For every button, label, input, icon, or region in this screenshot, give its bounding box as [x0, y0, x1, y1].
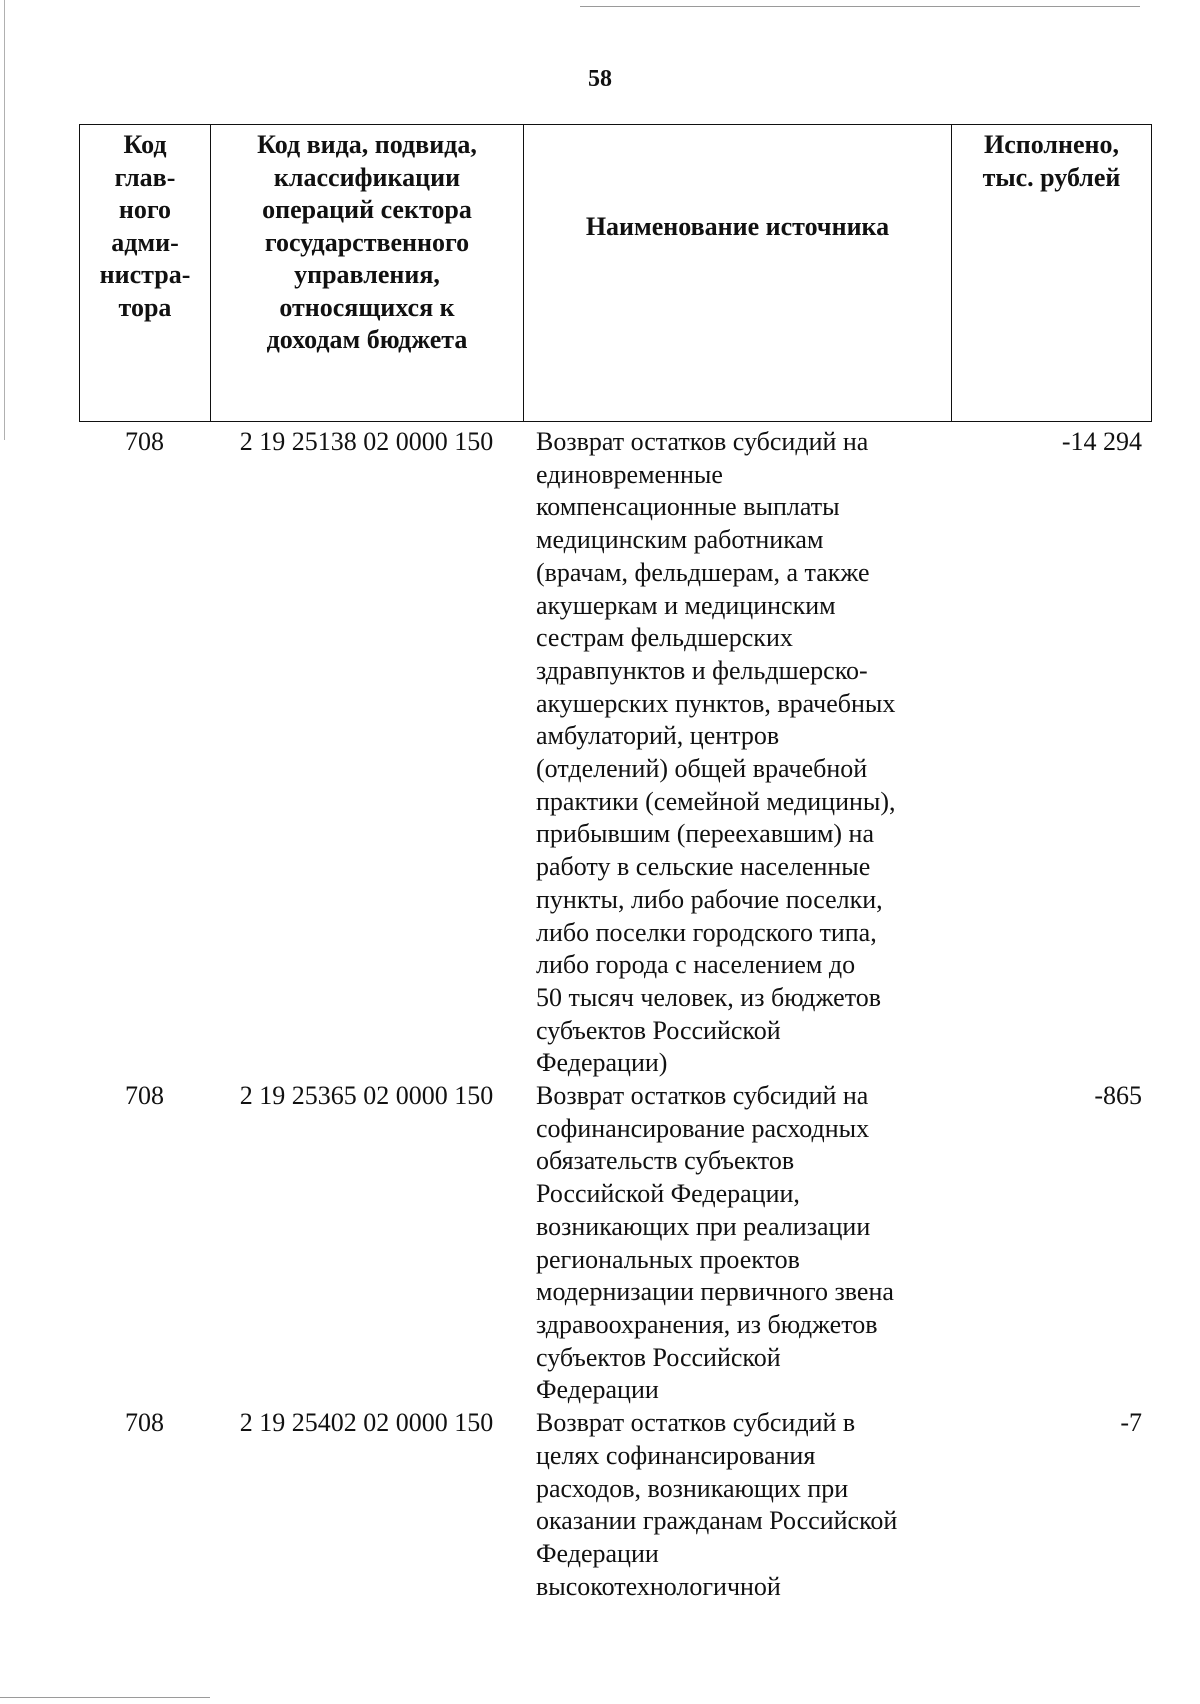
cell-admin-code: 708 [125, 427, 164, 456]
scan-artifact-bottom [0, 1697, 210, 1698]
table-row [79, 1407, 1152, 1603]
header-classification-code: Код вида, подвида, классификации операций сектора государственного управления, относящихся к доходам бюджета [211, 125, 524, 421]
cell-amount: -14 294 [1061, 427, 1142, 456]
cell-admin-code: 708 [125, 1081, 164, 1111]
table-header [79, 124, 1152, 422]
cell-source-name: Возврат остатков субсидий в целях софинансирования расходов, возникающих при оказании гражданам Российской Федерации высокотехнологичной [536, 1408, 898, 1601]
header-source-name [524, 125, 952, 421]
cell-admin-code: 708 [125, 1408, 164, 1438]
page-number: 58 [588, 66, 612, 92]
cell-classification-code: 2 19 25365 02 0000 150 [239, 1081, 494, 1111]
table-row [79, 426, 1152, 1080]
cell-source-name: Возврат остатков субсидий на единовременные компенсационные выплаты медицинским работникам (врачам, фельдшерам, а также акушеркам и медицинским сестрам фельдшерских здравпунктов и фельдшерско- акушерских пунктов, врачебных амбулаторий, центров (отделений) общей врачебной практики (семейной медицины), прибывшим (переехавшим) на работу в сельские населенные пункты, либо рабочие поселки, либо поселки городского типа, либо города с населением до 50 тысяч человек, из бюджетов субъектов Российской Федерации) [536, 427, 896, 1078]
scan-artifact-top [580, 6, 1140, 7]
cell-amount: -7 [1120, 1408, 1142, 1438]
header-admin-code: Код глав- ного адми- нистра- тора [80, 125, 211, 421]
table-row [79, 1080, 1152, 1407]
cell-source-name: Возврат остатков субсидий на софинансирование расходных обязательств субъектов Российской Федерации, возникающих при реализации региональных проектов модернизации первичного звена здравоохранения, из бюджетов субъектов Российской Федерации [536, 1081, 894, 1405]
header-amount: Исполнено, тыс. рублей [982, 130, 1121, 192]
cell-classification-code: 2 19 25402 02 0000 150 [239, 1408, 494, 1438]
cell-amount: -865 [1094, 1081, 1142, 1111]
cell-classification-code: 2 19 25138 02 0000 150 [239, 427, 494, 456]
header-source-name-label: Наименование источника [585, 211, 890, 241]
table-body [79, 426, 1152, 1603]
